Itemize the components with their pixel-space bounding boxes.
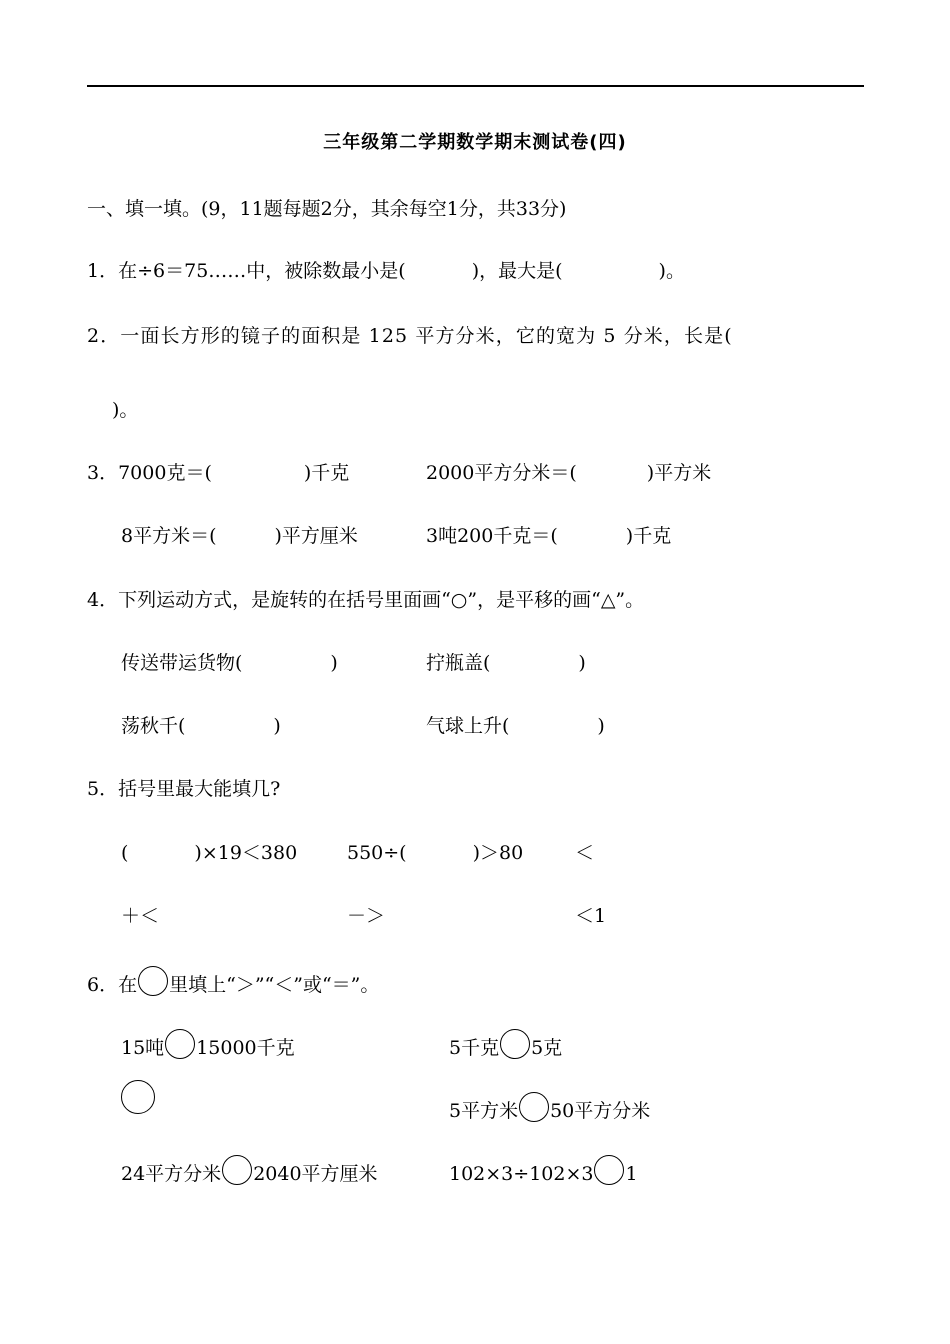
question-1-text-a: 在÷6＝75……中，被除数最小是( <box>118 260 406 282</box>
section-heading: 一、填一填。(9，11题每题2分，其余每空1分，共33分) <box>87 198 567 220</box>
compare-b-left: 5千克 <box>449 1037 500 1059</box>
question-2-text-a: 一面长方形的镜子的面积是 125 平方分米，它的宽为 5 分米，长是( <box>120 325 733 347</box>
question-number: 6． <box>87 974 119 996</box>
question-4 <box>87 587 644 613</box>
question-2-continued <box>112 397 138 423</box>
question-1-text-b: )，最大是( <box>471 260 563 282</box>
question-number: 4． <box>87 589 119 611</box>
compare-e-right: 1 <box>625 1163 638 1185</box>
top-rule <box>87 85 864 87</box>
motion-c-close: ) <box>273 715 281 737</box>
question-3-row-2b <box>426 523 671 549</box>
question-2-text-b: )。 <box>112 399 139 421</box>
conversion-a-right: )千克 <box>303 462 350 484</box>
question-6-item-b <box>449 1029 562 1061</box>
question-6 <box>87 966 379 998</box>
question-6-item-e <box>449 1155 638 1187</box>
question-6-stray-circle <box>120 1080 156 1116</box>
conversion-a-left: 7000克＝( <box>118 462 212 484</box>
question-3-row-1 <box>87 460 349 486</box>
question-3-row-1b <box>426 460 711 486</box>
question-4-item-a <box>121 650 338 676</box>
question-5 <box>87 776 280 802</box>
compare-d-left: 24平方分米 <box>121 1163 222 1185</box>
question-number: 5． <box>87 778 119 800</box>
question-6-item-a <box>121 1029 295 1061</box>
question-number: 2． <box>87 325 121 347</box>
compare-d-right: 2040平方厘米 <box>253 1163 378 1185</box>
question-5-text: 括号里最大能填几? <box>118 778 281 800</box>
question-number: 3． <box>87 462 119 484</box>
motion-b-label: 拧瓶盖( <box>426 652 491 674</box>
question-4-item-c <box>121 713 281 739</box>
motion-c-label: 荡秋千( <box>121 715 186 737</box>
question-4-item-d <box>426 713 605 739</box>
inequality-a-rest: )×19＜380 <box>194 842 298 864</box>
compare-c-left: 5平方米 <box>449 1100 519 1122</box>
question-1-text-c: )。 <box>658 260 685 282</box>
question-4-text: 下列运动方式，是旋转的在括号里面画“○”，是平移的画“△”。 <box>118 589 645 611</box>
compare-e-left: 102×3÷102×3 <box>449 1163 594 1185</box>
conversion-b-left: 2000平方分米＝( <box>426 462 577 484</box>
compare-b-right: 5克 <box>531 1037 563 1059</box>
question-5-item-b <box>347 840 523 866</box>
question-5-item-a <box>121 840 297 866</box>
question-5-item-c: ＜ <box>575 842 595 864</box>
question-1 <box>87 258 685 284</box>
question-5-item-d: ＋＜ <box>121 905 160 927</box>
compare-c-right: 50平方分米 <box>550 1100 651 1122</box>
compare-circle-icon <box>138 966 168 996</box>
compare-circle-icon[interactable] <box>594 1155 624 1185</box>
inequality-a-open: ( <box>121 842 129 864</box>
compare-circle-icon[interactable] <box>519 1092 549 1122</box>
question-2 <box>87 323 733 349</box>
question-6-text-b: 里填上“＞”“＜”或“＝”。 <box>169 974 380 996</box>
conversion-b-right: )平方米 <box>646 462 712 484</box>
motion-d-label: 气球上升( <box>426 715 510 737</box>
question-6-item-c <box>449 1092 650 1124</box>
question-6-text-a: 在 <box>118 974 138 996</box>
motion-b-close: ) <box>578 652 586 674</box>
conversion-d-left: 3吨200千克＝( <box>426 525 558 547</box>
page-title: 三年级第二学期数学期末测试卷(四) <box>323 132 627 153</box>
compare-a-right: 15000千克 <box>196 1037 295 1059</box>
compare-circle-icon[interactable] <box>165 1029 195 1059</box>
question-5-item-e: －＞ <box>347 905 386 927</box>
compare-a-left: 15吨 <box>121 1037 165 1059</box>
question-4-item-b <box>426 650 586 676</box>
conversion-d-right: )千克 <box>625 525 672 547</box>
compare-circle-icon[interactable] <box>121 1080 155 1114</box>
compare-circle-icon[interactable] <box>222 1155 252 1185</box>
compare-circle-icon[interactable] <box>500 1029 530 1059</box>
question-5-item-f: ＜1 <box>575 905 607 927</box>
motion-d-close: ) <box>597 715 605 737</box>
inequality-b-rest: )＞80 <box>472 842 524 864</box>
motion-a-label: 传送带运货物( <box>121 652 243 674</box>
conversion-c-right: )平方厘米 <box>274 525 358 547</box>
question-3-row-2 <box>121 523 358 549</box>
conversion-c-left: 8平方米＝( <box>121 525 217 547</box>
question-number: 1． <box>87 260 119 282</box>
inequality-b-open: 550÷( <box>347 842 407 864</box>
motion-a-close: ) <box>330 652 338 674</box>
question-6-item-d <box>121 1155 378 1187</box>
